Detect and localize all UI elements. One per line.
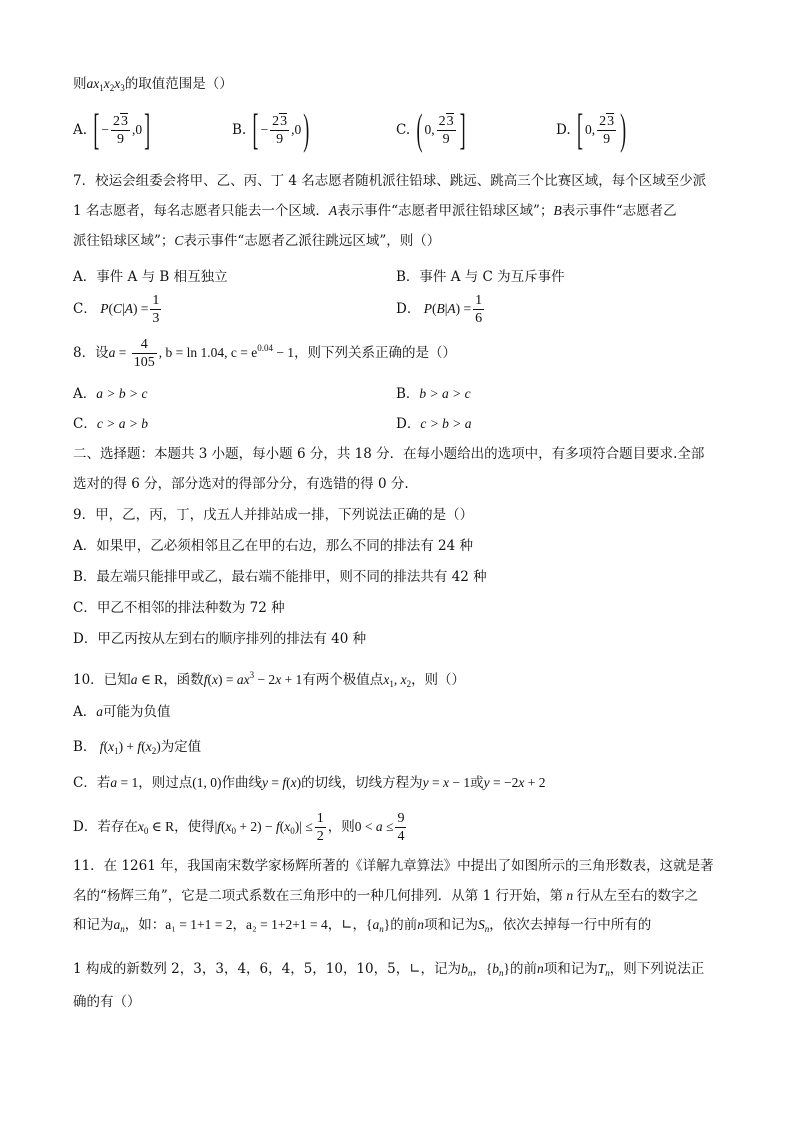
q6-option-b: B. [ − $\frac{23}{9}$ ,0 ) [232,105,310,154]
q11-line-1: 11．在 1261 年，我国南宋数学家杨辉所著的《详解九章算法》中提出了如图所示的三角形数表，这就是著 [73,858,714,874]
q7-line-1: 7．校运会组委会将甲、乙、丙、丁 4 名志愿者随机派往铅球、跳远、跳高三个比赛区域，每个区域至少派 [73,173,707,189]
q6-option-d: D. [ 0, $\frac{23}{9}$ ) [556,105,627,154]
q7-option-b: B．事件 A 与 C 为互斥事件 [396,269,565,285]
q9-option-b: B．最左端只能排甲或乙，最右端不能排甲，则不同的排法共有 42 种 [73,569,487,585]
q10-stem: 10．已知a ∈ R，函数$f(x) = ax^3 - 2x + 1$有两个极值点$x_1$, $x_2$，则（） [73,670,466,689]
q11-line-2: 名的“杨辉三角”，它是二项式系数在三角形中的一种几何排列．从第 1 行开始，第 n 行从左至右的数字之 [73,888,698,904]
q8-stem: 8．设a = $\frac{4}{105}$ , b = ln 1.04, $c = e^{0.04} - 1$，则下列关系正确的是（） [73,337,457,370]
q11-line-4: 1 构成的新数列 2，3，3，4，6，4，5，10，10，5，∟，记为$b_n$，$\{b_n\}$的前n项和记为$T_n$，则下列说法正 [73,961,705,978]
q8-option-d: D．c > b > a [396,416,472,432]
section2-line-2: 选对的得 6 分，部分选对的得部分分，有选错的得 0 分. [73,476,409,492]
q9-option-d: D．甲乙丙按从左到右的顺序排列的排法有 40 种 [73,631,367,647]
q7-option-c: C． P(C|A) = $\frac{1}{3}$ [73,293,160,326]
q8-option-b: B．b > a > c [396,386,471,402]
q9-stem: 9．甲，乙，丙，丁，戊五人并排站成一排，下列说法正确的是（） [73,507,474,523]
q6-a-numerator: 23 [112,114,128,129]
q7-option-d: D． P(B|A) = $\frac{1}{6}$ [396,293,483,326]
q9-option-a: A．如果甲，乙必须相邻且乙在甲的右边，那么不同的排法有 24 种 [73,538,474,554]
q10-option-c: C．若a = 1，则过点(1, 0)作曲线y = f(x)的切线，切线方程为y = x − 1或y = −2x + 2 [73,775,546,791]
q10-option-d: D．若存在$x_0$ ∈ R，使得$|f(x_0 + 2) - f(x_0)|$ ≤ $\frac{1}{2}$ ，则0 < a ≤ $\frac{9}{4}$ [73,811,405,844]
q6-c-numerator: 23 [438,114,454,129]
q6-b-numerator: 23 [272,114,288,129]
q6-option-c: C. ( 0, $\frac{23}{9}$ ] [396,105,466,154]
q6-stem: 则$ax_1x_2x_3$的取值范围是（） [73,76,233,93]
q9-option-c: C．甲乙不相邻的排法种数为 72 种 [73,600,285,616]
q8-option-c: C．c > a > b [73,416,149,432]
q6-option-a: A. [ − $\frac{23}{9}$ ,0 ] [73,105,151,154]
q7-line-2: 1 名志愿者，每名志愿者只能去一个区域．A表示事件“志愿者甲派往铅球区域”；B表示事件“志愿者乙 [73,203,677,219]
q7-option-a: A．事件 A 与 B 相互独立 [73,269,228,285]
q8-option-a: A．a > b > c [73,386,148,402]
q11-line-3: 和记为$a_n$，如：a₁ = 1+1 = 2，a₂ = 1+2+1 = 4，∟，$\{a_n\}$的前n项和记为$S_n$，依次去掉每一行中所有的 [73,917,652,934]
q7-line-3: 派往铅球区域”；C表示事件“志愿者乙派往跳远区域”，则（） [73,233,441,249]
q6-d-numerator: 23 [599,114,615,129]
section2-line-1: 二、选择题：本题共 3 小题，每小题 6 分，共 18 分．在每小题给出的选项中，有多项符合题目要求.全部 [73,446,705,462]
q11-line-5: 确的有（） [73,994,141,1010]
q10-option-b: B． $f(x_1) + f(x_2)$为定值 [73,739,202,756]
q10-option-a: A．a可能为负值 [73,704,171,720]
